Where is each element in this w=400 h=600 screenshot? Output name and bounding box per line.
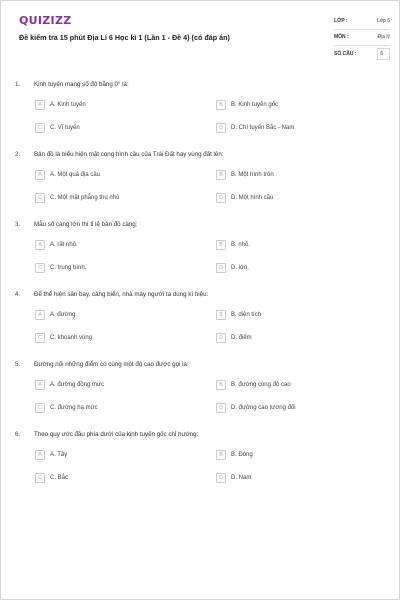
option-d[interactable]	[216, 193, 273, 203]
option-text: C. Bắc	[50, 475, 69, 481]
option-text: D. lớn.	[231, 265, 249, 271]
question-2	[15, 149, 387, 159]
option-a[interactable]	[35, 240, 78, 250]
question-text: Bản đồ là biểu hiện mặt cong hình cầu của Trái Đất hay vùng đất lên:	[34, 150, 224, 158]
option-a[interactable]	[35, 170, 100, 180]
page-title: Đề kiểm tra 15 phút Địa Lí 6 Học kì 1 (Lần 1 - Đề 4) (có đáp án)	[19, 33, 230, 42]
option-d[interactable]	[216, 263, 249, 273]
option-letter-box: D	[216, 193, 226, 203]
option-text: C. trung bình.	[50, 265, 87, 271]
option-letter-box: B	[216, 100, 226, 110]
option-text: C. đường hạ mức	[50, 405, 98, 411]
option-letter-box: C	[35, 263, 45, 273]
option-letter-box: B	[216, 170, 226, 180]
option-letter-box: C	[35, 473, 45, 483]
question-text: Theo quy ước đầu phía dưới của kinh tuyến gốc chỉ hướng:	[34, 430, 199, 438]
meta-row-subject	[334, 30, 390, 47]
option-b[interactable]	[216, 100, 278, 110]
question-text: Đường nối những điểm có cùng một độ cao được gọi là:	[34, 360, 189, 368]
option-letter-box: D	[216, 263, 226, 273]
option-letter-box: A	[35, 310, 45, 320]
option-text: A. đường	[50, 312, 76, 318]
option-a[interactable]	[35, 310, 75, 320]
option-b[interactable]	[216, 310, 261, 320]
option-text: A. rất nhỏ.	[50, 242, 78, 248]
option-b[interactable]	[216, 240, 250, 250]
option-letter-box: D	[216, 333, 226, 343]
question-1	[15, 79, 387, 89]
question-6	[15, 429, 387, 439]
option-letter-box: B	[216, 310, 226, 320]
option-letter-box: A	[35, 170, 45, 180]
option-text: B. diện tích	[231, 312, 262, 318]
meta-info-box	[334, 13, 390, 63]
option-letter-box: A	[35, 240, 45, 250]
question-3	[15, 219, 387, 229]
option-text: C. Vĩ tuyến	[50, 125, 80, 131]
option-text: B. Kinh tuyến gốc	[231, 102, 279, 108]
question-4	[15, 289, 387, 299]
question-text: Kinh tuyến mang số độ bằng 0° là:	[34, 80, 129, 88]
option-letter-box: B	[216, 240, 226, 250]
option-letter-box: C	[35, 193, 45, 203]
option-b[interactable]	[216, 450, 253, 460]
option-a[interactable]	[35, 380, 104, 390]
option-text: A. Một quả địa cầu	[50, 172, 101, 178]
question-number: 4.	[15, 290, 21, 298]
option-text: D. Một hình cầu	[231, 195, 274, 201]
option-text: D. Nam	[231, 475, 252, 481]
option-c[interactable]	[35, 123, 80, 133]
question-number: 3.	[15, 220, 21, 228]
question-number: 1.	[15, 80, 21, 88]
meta-label: LỚP :	[334, 17, 348, 24]
option-c[interactable]	[35, 403, 98, 413]
option-a[interactable]	[35, 100, 86, 110]
option-text: A. Tây	[50, 452, 68, 458]
question-number: 5.	[15, 360, 21, 368]
option-letter-box: A	[35, 450, 45, 460]
meta-row-count	[334, 46, 390, 63]
meta-label: MÔN :	[334, 34, 349, 41]
option-text: D. đường cao tương đối	[231, 405, 296, 411]
option-d[interactable]	[216, 333, 252, 343]
option-letter-box: A	[35, 100, 45, 110]
option-text: B. đường cùng độ cao	[231, 382, 291, 388]
question-number: 6.	[15, 430, 21, 438]
option-letter-box: C	[35, 403, 45, 413]
option-text: B. Đông	[231, 452, 253, 458]
option-letter-box: C	[35, 123, 45, 133]
question-text: Để thể hiện sân bay, cảng biển, nhà máy người ta dùng kí hiệu:	[34, 290, 209, 298]
meta-label: SỐ CÂU :	[334, 51, 357, 58]
option-letter-box: D	[216, 473, 226, 483]
option-c[interactable]	[35, 263, 86, 273]
option-letter-box: C	[35, 333, 45, 343]
meta-row-class	[334, 13, 390, 30]
option-letter-box: A	[35, 380, 45, 390]
option-text: D. điểm	[231, 335, 252, 341]
option-letter-box: B	[216, 450, 226, 460]
meta-value: Địa lý	[377, 34, 390, 41]
option-d[interactable]	[216, 403, 296, 413]
option-text: A. Kinh tuyến	[50, 102, 86, 108]
meta-value: 6	[377, 48, 390, 60]
option-c[interactable]	[35, 193, 119, 203]
option-c[interactable]	[35, 333, 92, 343]
option-text: D. Chí tuyến Bắc - Nam	[231, 125, 295, 131]
option-c[interactable]	[35, 473, 68, 483]
option-letter-box: D	[216, 123, 226, 133]
option-b[interactable]	[216, 380, 291, 390]
option-text: B. nhỏ.	[231, 242, 251, 248]
option-text: A. đường đồng mức	[50, 382, 104, 388]
option-letter-box: D	[216, 403, 226, 413]
question-number: 2.	[15, 150, 21, 158]
option-a[interactable]	[35, 450, 67, 460]
question-5	[15, 359, 387, 369]
option-d[interactable]	[216, 473, 251, 483]
quizizz-logo: QUIZIZZ	[19, 14, 72, 27]
option-text: B. Một hình tròn	[231, 172, 274, 178]
meta-value: Lớp 6	[376, 17, 390, 24]
option-text: C. Một mặt phẳng thu nhỏ	[50, 195, 120, 201]
option-letter-box: B	[216, 380, 226, 390]
option-b[interactable]	[216, 170, 274, 180]
question-text: Mẫu số càng lớn thì tỉ lệ bản đồ càng:	[34, 220, 138, 228]
option-text: C. khoanh vùng	[50, 335, 93, 341]
option-d[interactable]	[216, 123, 294, 133]
